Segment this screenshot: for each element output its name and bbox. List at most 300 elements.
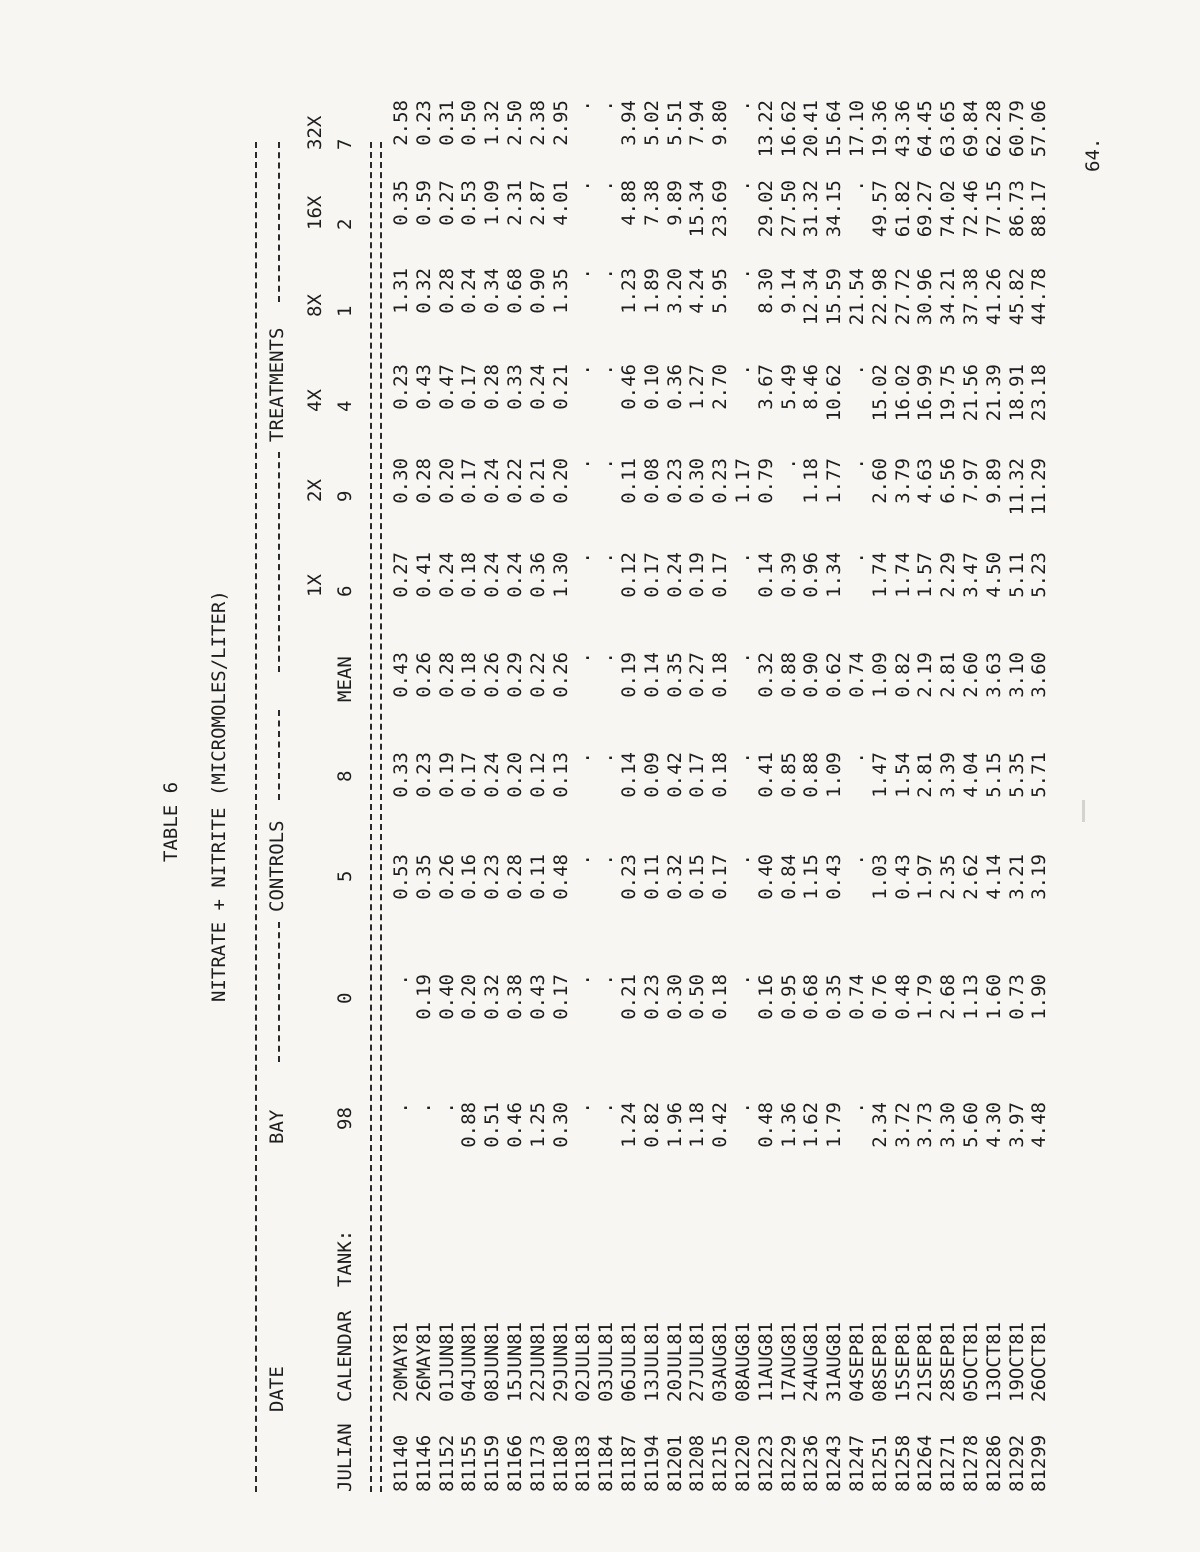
cell-treat-1x: 0.36 — [526, 552, 549, 598]
cell-calendar: 15JUN81 — [504, 1321, 526, 1402]
cell-bay-98: 0.88 — [458, 1102, 481, 1148]
cell-treat-8x: 0.32 — [412, 268, 435, 314]
cell-treat-2x: 0.24 — [481, 458, 504, 504]
cell-julian: 81201 — [663, 1434, 686, 1492]
cell-treat-4x: 5.49 — [777, 364, 800, 410]
cell-bay-98: 3.72 — [891, 1102, 914, 1148]
header-tank-98: 98 — [334, 1107, 356, 1130]
cell-treat-8x: 5.95 — [709, 268, 732, 314]
cell-tank-0: 0.48 — [891, 974, 914, 1020]
cell-bay-98: 0.42 — [709, 1102, 732, 1148]
cell-bay-98: 0.30 — [549, 1102, 572, 1148]
cell-treat-32x: . — [572, 100, 595, 112]
cell-tank-8: 2.81 — [914, 752, 937, 798]
cell-tank-0: 0.32 — [481, 974, 504, 1020]
cell-treat-4x: . — [732, 364, 754, 376]
cell-treat-2x: 0.21 — [526, 458, 549, 504]
cell-treat-8x: 4.24 — [686, 268, 709, 314]
cell-treat-8x: 0.34 — [481, 268, 504, 314]
cell-tank-0: 0.95 — [777, 974, 800, 1020]
cell-tank-5: 0.23 — [618, 854, 640, 900]
cell-treat-8x: 15.59 — [823, 268, 846, 326]
cell-treat-2x: 1.77 — [823, 458, 846, 504]
cell-treat-32x: 2.58 — [390, 100, 412, 146]
header-tank-label: TANK: — [334, 1229, 356, 1287]
cell-treat-8x: 44.78 — [1028, 268, 1051, 326]
cell-bay-98: 3.30 — [937, 1102, 960, 1148]
cell-tank-5: 0.48 — [549, 854, 572, 900]
cell-julian: 81278 — [960, 1434, 982, 1492]
cell-tank-5: 0.11 — [640, 854, 663, 900]
cell-treat-32x: 0.23 — [412, 100, 435, 146]
cell-tank-5: . — [572, 854, 595, 866]
cell-treat-8x: 30.96 — [914, 268, 937, 326]
cell-treat-16x: 49.57 — [868, 180, 891, 238]
cell-treat-8x: 8.30 — [754, 268, 777, 314]
top-rule — [255, 142, 257, 1492]
cell-tank-0: 0.40 — [435, 974, 458, 1020]
cell-treat-1x: . — [595, 552, 618, 564]
cell-tank-8: 4.04 — [960, 752, 982, 798]
cell-mean: . — [595, 652, 618, 664]
cell-tank-0: 0.50 — [686, 974, 709, 1020]
cell-treat-4x: 23.18 — [1028, 364, 1051, 422]
cell-treat-8x: 1.35 — [549, 268, 572, 314]
cell-mean: 2.81 — [937, 652, 960, 698]
header-bay: BAY — [266, 1109, 288, 1144]
cell-treat-1x: 3.47 — [960, 552, 982, 598]
cell-tank-0: 0.43 — [526, 974, 549, 1020]
cell-treat-4x: 0.17 — [458, 364, 481, 410]
cell-mean: 0.29 — [504, 652, 526, 698]
cell-tank-8: 0.33 — [390, 752, 412, 798]
cell-calendar: 08AUG81 — [732, 1321, 754, 1402]
header-tank-0: 0 — [334, 992, 356, 1004]
cell-treat-1x: 1.34 — [823, 552, 846, 598]
cell-tank-5: 1.03 — [868, 854, 891, 900]
cell-treat-4x: 1.27 — [686, 364, 709, 410]
table-label: TABLE 6 — [160, 781, 182, 862]
cell-bay-98: 1.36 — [777, 1102, 800, 1148]
cell-tank-0: 2.68 — [937, 974, 960, 1020]
cell-treat-4x: 19.75 — [937, 364, 960, 422]
cell-treat-4x: 0.47 — [435, 364, 458, 410]
cell-mean: 3.63 — [982, 652, 1005, 698]
cell-treat-8x: 1.23 — [618, 268, 640, 314]
cell-treat-32x: 16.62 — [777, 100, 800, 158]
cell-treat-1x: 0.14 — [754, 552, 777, 598]
cell-treat-8x: . — [732, 268, 754, 280]
cell-tank-8: . — [846, 752, 868, 764]
cell-treat-4x: 0.46 — [618, 364, 640, 410]
cell-julian: 81299 — [1028, 1434, 1051, 1492]
header-mean: MEAN — [334, 656, 356, 702]
cell-tank-5: 0.26 — [435, 854, 458, 900]
cell-tank-8: 5.35 — [1005, 752, 1028, 798]
cell-tank-5: 0.43 — [823, 854, 846, 900]
cell-treat-8x: 0.68 — [504, 268, 526, 314]
table-title: NITRATE + NITRITE (MICROMOLES/LITER) — [208, 590, 230, 1002]
cell-tank-8: 0.12 — [526, 752, 549, 798]
header-treatments: TREATMENTS — [266, 327, 288, 442]
cell-tank-8: 0.24 — [481, 752, 504, 798]
cell-treat-2x: 0.08 — [640, 458, 663, 504]
cell-mean: 1.09 — [868, 652, 891, 698]
cell-treat-16x: 27.50 — [777, 180, 800, 238]
table-sheet — [128, 102, 1128, 1522]
cell-julian: 81292 — [1005, 1434, 1028, 1492]
cell-treat-16x: 31.32 — [800, 180, 823, 238]
cell-tank-5: . — [846, 854, 868, 866]
cell-tank-0: 0.17 — [549, 974, 572, 1020]
cell-bay-98: 5.60 — [960, 1102, 982, 1148]
cell-tank-0: 1.79 — [914, 974, 937, 1020]
cell-treat-16x: 4.88 — [618, 180, 640, 226]
cell-julian: 81258 — [891, 1434, 914, 1492]
cell-tank-0: . — [732, 974, 754, 986]
cell-calendar: 03AUG81 — [709, 1321, 732, 1402]
cell-treat-16x: 88.17 — [1028, 180, 1051, 238]
cell-treat-4x: 16.02 — [891, 364, 914, 422]
cell-bay-98: 1.62 — [800, 1102, 823, 1148]
cell-treat-4x: 15.02 — [868, 364, 891, 422]
cell-tank-5: 0.32 — [663, 854, 686, 900]
cell-treat-4x: 0.36 — [663, 364, 686, 410]
cell-julian: 81251 — [868, 1434, 891, 1492]
cell-treat-2x: 9.89 — [982, 458, 1005, 504]
cell-tank-5: . — [595, 854, 618, 866]
cell-treat-1x: 0.17 — [640, 552, 663, 598]
cell-julian: 81229 — [777, 1434, 800, 1492]
cell-julian: 81215 — [709, 1434, 732, 1492]
cell-treat-1x: 0.12 — [618, 552, 640, 598]
cell-treat-16x: 0.35 — [390, 180, 412, 226]
cell-tank-5: 1.97 — [914, 854, 937, 900]
cell-treat-1x: 0.96 — [800, 552, 823, 598]
cell-bay-98: . — [846, 1102, 868, 1114]
cell-tank-5: 2.35 — [937, 854, 960, 900]
cell-treat-1x: 0.24 — [481, 552, 504, 598]
cell-treat-2x: 11.29 — [1028, 458, 1051, 516]
cell-tank-5: 0.84 — [777, 854, 800, 900]
cell-treat-16x: . — [732, 180, 754, 192]
cell-tank-0: 1.90 — [1028, 974, 1051, 1020]
cell-treat-16x: 7.38 — [640, 180, 663, 226]
cell-bay-98: . — [412, 1102, 435, 1114]
cell-treat-2x: 0.11 — [618, 458, 640, 504]
cell-treat-4x: 0.28 — [481, 364, 504, 410]
cell-treat-1x: 5.11 — [1005, 552, 1028, 598]
cell-mean: 0.28 — [435, 652, 458, 698]
cell-treat-1x: 0.39 — [777, 552, 800, 598]
cell-treat-1x: 1.30 — [549, 552, 572, 598]
cell-treat-1x: 4.50 — [982, 552, 1005, 598]
cell-tank-0: 0.76 — [868, 974, 891, 1020]
cell-bay-98: . — [595, 1102, 618, 1114]
cell-calendar: 08SEP81 — [868, 1321, 891, 1402]
cell-calendar: 22JUN81 — [526, 1321, 549, 1402]
cell-mean: 0.62 — [823, 652, 846, 698]
cell-tank-0: 0.16 — [754, 974, 777, 1020]
cell-treat-8x: 0.90 — [526, 268, 549, 314]
cell-bay-98: 0.51 — [481, 1102, 504, 1148]
header-8x: 8X — [304, 294, 326, 317]
cell-tank-8: 0.14 — [618, 752, 640, 798]
cell-treat-8x: 37.38 — [960, 268, 982, 326]
cell-calendar: 11AUG81 — [754, 1321, 777, 1402]
cell-treat-2x: 0.17 — [458, 458, 481, 504]
cell-tank-0: . — [390, 974, 412, 986]
cell-tank-0: 0.18 — [709, 974, 732, 1020]
cell-treat-4x: 16.99 — [914, 364, 937, 422]
cell-treat-32x: 0.50 — [458, 100, 481, 146]
cell-treat-4x: 18.91 — [1005, 364, 1028, 422]
cell-tank-8: 0.42 — [663, 752, 686, 798]
cell-mean: 0.43 — [390, 652, 412, 698]
cell-calendar: 29JUN81 — [549, 1321, 572, 1402]
cell-tank-5: 2.62 — [960, 854, 982, 900]
cell-calendar: 26OCT81 — [1028, 1321, 1051, 1402]
cell-bay-98: 1.79 — [823, 1102, 846, 1148]
cell-bay-98: 1.96 — [663, 1102, 686, 1148]
cell-treat-32x: 5.02 — [640, 100, 663, 146]
cell-treat-4x: . — [595, 364, 618, 376]
cell-calendar: 31AUG81 — [823, 1321, 846, 1402]
cell-mean: 3.60 — [1028, 652, 1051, 698]
cell-calendar: 13JUL81 — [640, 1321, 663, 1402]
header-1x-tank: 6 — [334, 585, 356, 597]
cell-julian: 81236 — [800, 1434, 823, 1492]
cell-tank-5: 3.19 — [1028, 854, 1051, 900]
header-2x-tank: 9 — [334, 490, 356, 502]
cell-mean: 0.90 — [800, 652, 823, 698]
cell-julian: 81247 — [846, 1434, 868, 1492]
cell-mean: . — [732, 652, 754, 664]
cell-bay-98: 0.46 — [504, 1102, 526, 1148]
header-16x-tank: 2 — [334, 218, 356, 230]
cell-calendar: 15SEP81 — [891, 1321, 914, 1402]
cell-bay-98: 0.82 — [640, 1102, 663, 1148]
cell-tank-0: 0.74 — [846, 974, 868, 1020]
cell-tank-8: 0.17 — [686, 752, 709, 798]
cell-tank-5: 0.35 — [412, 854, 435, 900]
cell-tank-5: 3.21 — [1005, 854, 1028, 900]
cell-treat-1x: 5.23 — [1028, 552, 1051, 598]
cell-treat-1x: . — [846, 552, 868, 564]
header-32x: 32X — [304, 115, 326, 150]
cell-treat-2x: 6.56 — [937, 458, 960, 504]
header-julian: JULIAN — [334, 1423, 356, 1492]
cell-treat-16x: 0.53 — [458, 180, 481, 226]
cell-bay-98: 4.48 — [1028, 1102, 1051, 1148]
cell-treat-8x: 0.28 — [435, 268, 458, 314]
cell-treat-32x: 64.45 — [914, 100, 937, 158]
cell-treat-1x: 0.24 — [435, 552, 458, 598]
cell-mean: 0.26 — [481, 652, 504, 698]
cell-tank-0: 0.19 — [412, 974, 435, 1020]
cell-treat-8x: 1.31 — [390, 268, 412, 314]
cell-treat-1x: 0.24 — [663, 552, 686, 598]
cell-tank-5: 0.11 — [526, 854, 549, 900]
cell-tank-0: 0.73 — [1005, 974, 1028, 1020]
cell-treat-32x: 20.41 — [800, 100, 823, 158]
cell-calendar: 06JUL81 — [618, 1321, 640, 1402]
cell-bay-98: . — [572, 1102, 595, 1114]
cell-treat-1x: . — [732, 552, 754, 564]
cell-julian: 81223 — [754, 1434, 777, 1492]
cell-treat-32x: 9.80 — [709, 100, 732, 146]
cell-calendar: 04JUN81 — [458, 1321, 481, 1402]
cell-treat-2x: 0.23 — [709, 458, 732, 504]
cell-tank-8: 5.71 — [1028, 752, 1051, 798]
cell-treat-32x: 2.50 — [504, 100, 526, 146]
cell-tank-5: 0.15 — [686, 854, 709, 900]
cell-tank-5: 0.17 — [709, 854, 732, 900]
cell-bay-98: 1.18 — [686, 1102, 709, 1148]
cell-calendar: 26MAY81 — [412, 1321, 435, 1402]
cell-treat-1x: 1.57 — [914, 552, 937, 598]
header-rule-2 — [380, 142, 382, 1492]
cell-julian: 81159 — [481, 1434, 504, 1492]
cell-tank-8: 0.17 — [458, 752, 481, 798]
cell-treat-8x: . — [572, 268, 595, 280]
cell-treat-8x: . — [595, 268, 618, 280]
cell-treat-4x: 0.21 — [549, 364, 572, 410]
cell-treat-16x: 34.15 — [823, 180, 846, 238]
cell-calendar: 27JUL81 — [686, 1321, 709, 1402]
cell-calendar: 03JUL81 — [595, 1321, 618, 1402]
cell-treat-16x: . — [572, 180, 595, 192]
cell-julian: 81152 — [435, 1434, 458, 1492]
treatments-brace-left — [278, 452, 280, 672]
cell-treat-4x: 0.24 — [526, 364, 549, 410]
cell-mean: . — [572, 652, 595, 664]
cell-tank-0: 0.21 — [618, 974, 640, 1020]
cell-julian: 81187 — [618, 1434, 640, 1492]
cell-treat-8x: 12.34 — [800, 268, 823, 326]
cell-treat-16x: 74.02 — [937, 180, 960, 238]
page-number: 64. — [1082, 137, 1104, 172]
cell-treat-4x: . — [572, 364, 595, 376]
cell-tank-8: 0.88 — [800, 752, 823, 798]
cell-tank-8: 0.85 — [777, 752, 800, 798]
cell-tank-8: 0.23 — [412, 752, 435, 798]
cell-treat-16x: . — [846, 180, 868, 192]
cell-treat-32x: 69.84 — [960, 100, 982, 158]
cell-treat-16x: 69.27 — [914, 180, 937, 238]
cell-tank-5: . — [732, 854, 754, 866]
cell-mean: 0.82 — [891, 652, 914, 698]
cell-treat-2x: 0.30 — [390, 458, 412, 504]
cell-bay-98: 1.25 — [526, 1102, 549, 1148]
cell-treat-16x: 86.73 — [1005, 180, 1028, 238]
cell-treat-2x: 0.79 — [754, 458, 777, 504]
cell-calendar: 13OCT81 — [982, 1321, 1005, 1402]
cell-calendar: 04SEP81 — [846, 1321, 868, 1402]
cell-treat-4x: 21.39 — [982, 364, 1005, 422]
cell-mean: 0.18 — [458, 652, 481, 698]
cell-treat-16x: 72.46 — [960, 180, 982, 238]
cell-treat-2x: . — [777, 458, 800, 470]
cell-julian: 81194 — [640, 1434, 663, 1492]
cell-julian: 81183 — [572, 1434, 595, 1492]
cell-tank-8: . — [732, 752, 754, 764]
cell-treat-4x: 0.10 — [640, 364, 663, 410]
cell-treat-2x: 4.63 — [914, 458, 937, 504]
header-8x-tank: 1 — [334, 305, 356, 317]
header-calendar: CALENDAR — [334, 1310, 356, 1402]
controls-brace-right — [278, 710, 280, 800]
cell-treat-32x: 62.28 — [982, 100, 1005, 158]
cell-julian: 81166 — [504, 1434, 526, 1492]
cell-treat-1x: 0.19 — [686, 552, 709, 598]
header-4x: 4X — [304, 389, 326, 412]
header-2x: 2X — [304, 479, 326, 502]
cell-mean: 2.60 — [960, 652, 982, 698]
cell-treat-16x: 9.89 — [663, 180, 686, 226]
cell-bay-98: 4.30 — [982, 1102, 1005, 1148]
cell-tank-8: 1.09 — [823, 752, 846, 798]
cell-tank-8: 0.09 — [640, 752, 663, 798]
cell-mean: 0.18 — [709, 652, 732, 698]
cell-treat-16x: 15.34 — [686, 180, 709, 238]
cell-treat-1x: 0.41 — [412, 552, 435, 598]
cell-calendar: 02JUL81 — [572, 1321, 595, 1402]
cell-treat-8x: 34.21 — [937, 268, 960, 326]
page-mark — [1082, 800, 1085, 822]
cell-treat-32x: 0.31 — [435, 100, 458, 146]
cell-treat-16x: 4.01 — [549, 180, 572, 226]
cell-julian: 81173 — [526, 1434, 549, 1492]
cell-treat-16x: 0.59 — [412, 180, 435, 226]
cell-treat-32x: 7.94 — [686, 100, 709, 146]
cell-treat-2x: 0.30 — [686, 458, 709, 504]
cell-tank-8: 5.15 — [982, 752, 1005, 798]
cell-treat-16x: 2.87 — [526, 180, 549, 226]
cell-treat-2x: . — [846, 458, 868, 470]
cell-treat-32x: 63.65 — [937, 100, 960, 158]
cell-calendar: 24AUG81 — [800, 1321, 823, 1402]
cell-tank-0: 0.38 — [504, 974, 526, 1020]
cell-calendar: 19OCT81 — [1005, 1321, 1028, 1402]
cell-calendar: 20MAY81 — [390, 1321, 412, 1402]
cell-treat-32x: 1.32 — [481, 100, 504, 146]
cell-treat-4x: 3.67 — [754, 364, 777, 410]
cell-treat-4x: 0.33 — [504, 364, 526, 410]
cell-calendar: 01JUN81 — [435, 1321, 458, 1402]
cell-julian: 81264 — [914, 1434, 937, 1492]
cell-tank-0: . — [572, 974, 595, 986]
header-16x: 16X — [304, 195, 326, 230]
cell-treat-8x: 0.24 — [458, 268, 481, 314]
cell-julian: 81146 — [412, 1434, 435, 1492]
cell-julian: 81140 — [390, 1434, 412, 1492]
cell-calendar: 08JUN81 — [481, 1321, 504, 1402]
cell-treat-16x: 2.31 — [504, 180, 526, 226]
cell-calendar: 17AUG81 — [777, 1321, 800, 1402]
cell-tank-0: 1.13 — [960, 974, 982, 1020]
cell-mean: 0.26 — [412, 652, 435, 698]
cell-tank-0: 0.23 — [640, 974, 663, 1020]
cell-bay-98: 3.73 — [914, 1102, 937, 1148]
cell-treat-4x: . — [846, 364, 868, 376]
cell-treat-8x: 1.89 — [640, 268, 663, 314]
header-rule-1 — [370, 142, 372, 1492]
cell-treat-8x: 27.72 — [891, 268, 914, 326]
cell-mean: 3.10 — [1005, 652, 1028, 698]
cell-treat-4x: 10.62 — [823, 364, 846, 422]
cell-tank-8: 0.13 — [549, 752, 572, 798]
